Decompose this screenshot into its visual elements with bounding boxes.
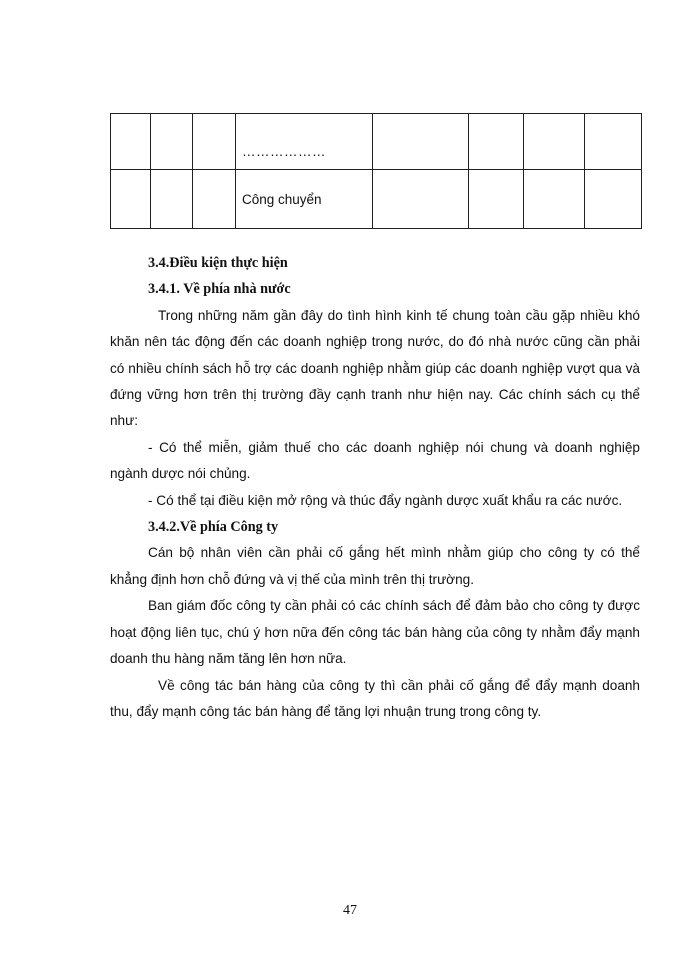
bullet-item: - Có thể tại điều kiện mở rộng và thúc đẩy ngành dược xuất khẩu ra các nước. xyxy=(148,492,623,508)
table-row xyxy=(111,114,642,170)
table-cell xyxy=(373,114,469,170)
body-text xyxy=(110,250,640,725)
table-cell xyxy=(469,114,524,170)
section-heading-3-4-1: 3.4.1. Về phía nhà nước xyxy=(148,281,291,298)
table-cell xyxy=(373,170,469,229)
page-number: 47 xyxy=(343,903,357,918)
section-heading-3-4-2: 3.4.2.Về phía Công ty xyxy=(148,519,279,536)
paragraph-sales: Về công tác bán hàng của công ty thì cần phải cố gắng để đẩy mạnh doanh thu, đẩy mạnh công tác bán hàng để tăng lợi nhuận trung trong công ty. xyxy=(110,677,640,719)
table-cell xyxy=(585,114,642,170)
table-cell xyxy=(585,170,642,229)
section-heading-3-4: 3.4.Điều kiện thực hiện xyxy=(148,255,288,271)
table-cell xyxy=(151,170,193,229)
paragraph-state-policy: Trong những năm gần đây do tình hình kinh tế chung toàn cầu gặp nhiều khó khăn nên tác động đến các doanh nghiệp trong nước, do đó nhà nước cũng cần phải có nhiều chính sách hỗ trợ các doanh nghiệp nhằm giúp các doanh nghiệp vượt qua và đứng vững hơn trên thị trường đầy cạnh tranh như hiện nay. Các chính sách cụ thể như: xyxy=(110,307,640,429)
table-cell xyxy=(193,170,236,229)
table-cell xyxy=(524,114,585,170)
table-cell xyxy=(151,114,193,170)
table-cell xyxy=(111,114,151,170)
table-row xyxy=(111,170,642,229)
table-cell xyxy=(469,170,524,229)
paragraph-management: Ban giám đốc công ty cần phải có các chính sách để đảm bảo cho công ty được hoạt động liên tục, chú ý hơn nữa đến công tác bán hàng của công ty nhằm đẩy mạnh doanh thu hàng năm tăng lên hơn nữa. xyxy=(110,598,640,667)
table-cell xyxy=(236,114,373,170)
table-cell xyxy=(111,170,151,229)
data-table xyxy=(110,113,642,229)
bullet-item: - Có thể miễn, giảm thuế cho các doanh nghiệp nói chung và doanh nghiệp ngành dược nói chủng. xyxy=(110,439,640,482)
ellipsis-placeholder: ……………… xyxy=(242,144,326,159)
paragraph-staff: Cán bộ nhân viên cần phải cố gắng hết mình nhằm giúp cho công ty có thể khẳng định hơn chỗ đứng và vị thế của mình trên thị trường. xyxy=(110,545,640,587)
table-cell-cong-chuyen: Công chuyển xyxy=(236,170,373,229)
table-cell xyxy=(193,114,236,170)
table-cell xyxy=(524,170,585,229)
